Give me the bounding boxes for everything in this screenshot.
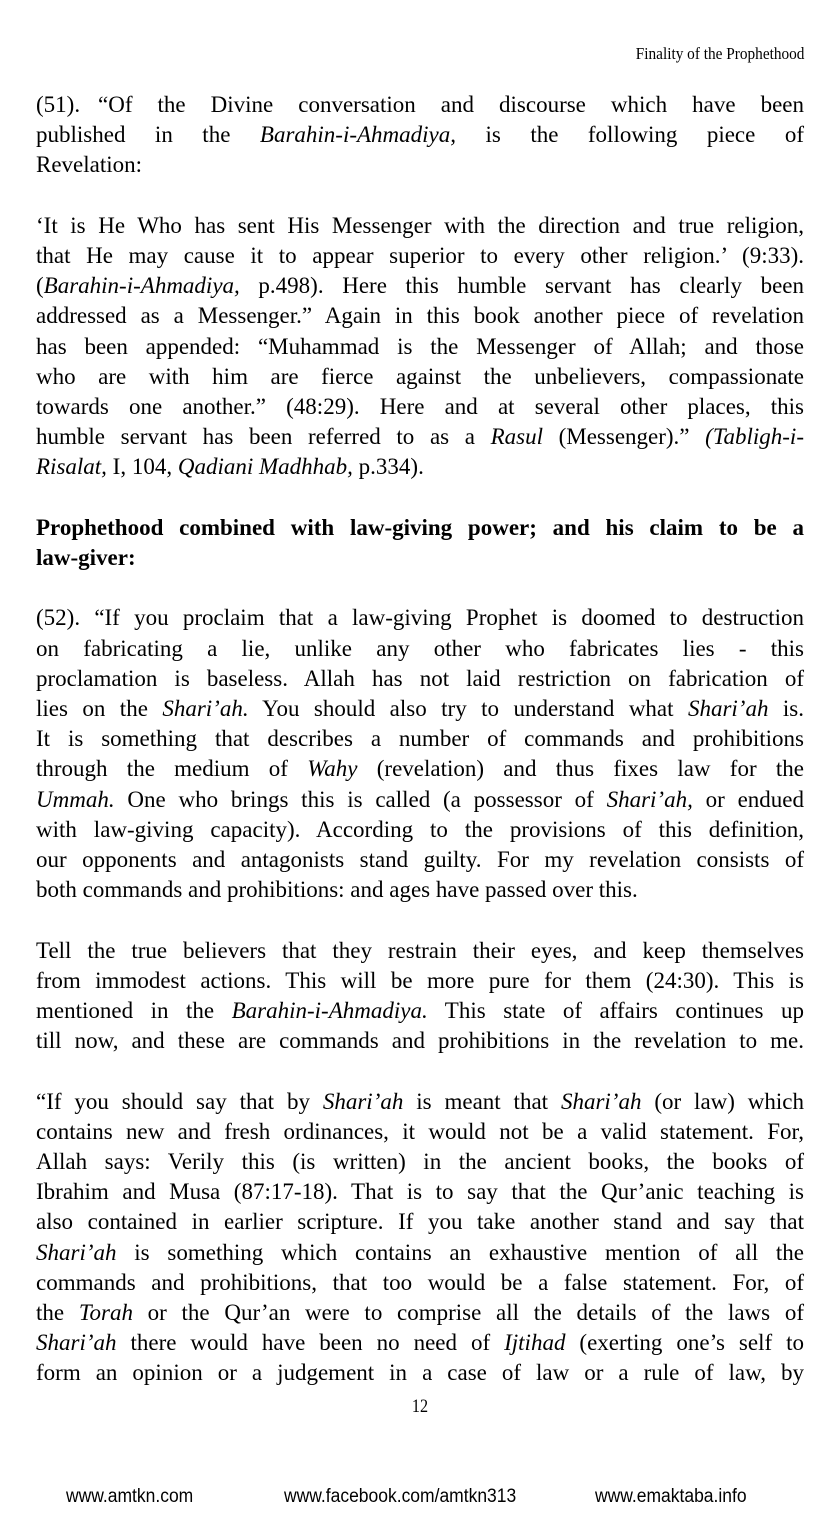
page-number: 12 — [411, 1396, 429, 1417]
text-run: It is something that describes a number of commands and prohibitions — [36, 726, 804, 752]
text-line — [36, 513, 804, 543]
text-run: lies on the — [36, 696, 163, 721]
text-run: ‘It is He Who has sent His Messenger with the direction and true religion, — [36, 212, 804, 238]
text-run: (exerting one’s self to — [565, 1330, 804, 1356]
text-run: the — [36, 1300, 79, 1325]
text-line — [36, 241, 804, 271]
text-run: with law-giving capacity). According to the provisions of this definition, — [36, 816, 804, 842]
text-run: or endued — [692, 786, 804, 812]
text-run: p.334). — [352, 454, 424, 480]
text-run: addressed as a Messenger.” Again in this book another piece of revelation — [36, 303, 804, 329]
text-run: that He may cause it to appear superior to every other religion.’ (9:33). — [36, 243, 804, 268]
text-line — [36, 996, 804, 1026]
text-line — [36, 543, 804, 573]
text-run: Revelation: — [36, 152, 143, 178]
italic-term: Wahy — [307, 756, 358, 782]
text-line — [36, 966, 804, 996]
italic-term: Shari’ah — [560, 1088, 642, 1114]
text-run: (52). “If you proclaim that a law-giving Prophet is doomed to destruction — [36, 605, 804, 631]
text-run: ( — [36, 273, 44, 299]
text-run: law-giver: — [36, 545, 136, 570]
text-line — [36, 1298, 804, 1328]
text-run: Allah says: Verily this (is written) in the ancient books, the books of — [36, 1149, 804, 1174]
text-line — [36, 392, 804, 422]
text-run: published in the — [36, 122, 260, 148]
text-run: is. — [768, 696, 804, 721]
text-run: I, 104, — [106, 454, 178, 480]
text-line — [36, 452, 804, 482]
text-run: humble servant has been referred to as a — [36, 424, 491, 450]
text-line — [36, 664, 804, 694]
text-line — [36, 332, 804, 362]
text-run: Prophethood combined with law-giving power; and his claim to be a — [36, 514, 804, 540]
italic-term: (Tabligh-i- — [705, 424, 804, 450]
text-line — [36, 875, 804, 905]
text-run: is meant that — [403, 1088, 561, 1114]
italic-term: Shari’ah — [36, 1330, 117, 1356]
text-run: form an opinion or a judgement in a case of law or a rule of law, by — [36, 1360, 804, 1386]
text-line — [36, 1026, 804, 1056]
italic-term: Barahin-i-Ahmadiya, — [43, 273, 240, 299]
text-line — [36, 603, 804, 633]
running-header-title: Finality of the Prophethood — [635, 44, 804, 63]
footer-link-emaktaba[interactable]: www.emaktaba.info — [595, 1486, 747, 1507]
text-run: also contained in earlier scripture. If you take another stand and say that — [36, 1209, 804, 1235]
text-line — [36, 724, 804, 754]
text-line — [36, 150, 804, 180]
italic-term: Shari’ah — [322, 1088, 404, 1114]
text-run: till now, and these are commands and prohibitions in the revelation to me. — [36, 1028, 804, 1054]
text-run: has been appended: “Muhammad is the Messenger of Allah; and those — [36, 333, 804, 359]
text-line — [36, 1177, 804, 1207]
text-line — [36, 271, 804, 301]
text-line — [36, 754, 804, 784]
text-run: is the following piece of — [456, 122, 804, 148]
italic-term: Shari’ah — [36, 1239, 117, 1265]
text-run: there would have been no need of — [116, 1330, 505, 1356]
text-line — [36, 211, 804, 241]
text-run: One who brings this is called (a possessor of — [114, 786, 607, 812]
text-line — [36, 1087, 804, 1117]
text-run: (Messenger).” — [542, 424, 706, 450]
italic-term: Shari’ah — [687, 696, 769, 721]
text-line — [36, 634, 804, 664]
footer-link-facebook[interactable]: www.facebook.com/amtkn313 — [284, 1486, 517, 1507]
italic-term: Barahin-i-Ahmadiya. — [231, 998, 428, 1023]
text-run: on fabricating a lie, unlike any other who fabricates lies - this — [36, 635, 804, 661]
text-line — [36, 815, 804, 845]
text-run: through the medium of — [36, 756, 308, 782]
text-run: p.498). Here this humble servant has clearly been — [239, 273, 804, 299]
text-run: is something which contains an exhaustive mention of all the — [116, 1239, 804, 1265]
text-run: (revelation) and thus fixes law for the — [357, 756, 804, 782]
text-run: You should also try to understand what — [248, 696, 688, 721]
italic-term: Barahin-i-Ahmadiya, — [259, 122, 456, 148]
text-line — [36, 694, 804, 724]
italic-term: Shari’ah. — [162, 696, 249, 721]
text-line — [36, 936, 804, 966]
text-line — [36, 785, 804, 815]
italic-term: Risalat, — [36, 454, 107, 480]
text-run: Ibrahim and Musa (87:17-18). That is to say that the Qur’anic teaching is — [36, 1179, 804, 1205]
text-line — [36, 1207, 804, 1237]
text-run: “Of the Divine conversation and discourse which have been — [98, 92, 804, 117]
text-run: “If you should say that by — [36, 1088, 323, 1114]
italic-term: Torah — [78, 1300, 133, 1325]
text-line — [36, 1238, 804, 1268]
text-run: both commands and prohibitions: and ages have passed over this. — [36, 877, 638, 903]
text-line — [36, 422, 804, 452]
text-run: mentioned in the — [36, 998, 232, 1023]
text-run: contains new and fresh ordinances, it would not be a valid statement. For, — [36, 1118, 804, 1144]
text-line — [36, 301, 804, 331]
text-run: commands and prohibitions, that too would be a false statement. For, of — [36, 1269, 804, 1295]
text-line — [36, 1147, 804, 1177]
text-run: This state of affairs continues up — [427, 998, 805, 1023]
text-line — [36, 1328, 804, 1358]
text-line — [36, 362, 804, 392]
italic-term: Qadiani Madhhab, — [177, 454, 353, 480]
text-line — [36, 90, 804, 120]
text-run: towards one another.” (48:29). Here and at several other places, this — [36, 394, 804, 419]
text-run: Tell the true believers that they restrain their eyes, and keep themselves — [36, 937, 804, 963]
text-run: proclamation is baseless. Allah has not laid restriction on fabrication of — [36, 665, 804, 691]
text-line — [36, 1268, 804, 1298]
text-run: or the Qur’an were to comprise all the details of the laws of — [132, 1300, 804, 1325]
footer-link-amtkn[interactable]: www.amtkn.com — [66, 1486, 194, 1507]
text-line — [36, 120, 804, 150]
text-line — [36, 845, 804, 875]
italic-term: Shari’ah, — [606, 786, 693, 812]
text-run: from immodest actions. This will be more pure for them (24:30). This is — [36, 967, 804, 993]
italic-term: Rasul — [490, 424, 543, 450]
text-line — [36, 1117, 804, 1147]
text-run: who are with him are fierce against the unbelievers, compassionate — [36, 363, 804, 389]
italic-term: Ijtihad — [504, 1330, 566, 1356]
text-run: our opponents and antagonists stand guilty. For my revelation consists of — [36, 847, 804, 872]
text-run: (or law) which — [641, 1088, 805, 1114]
text-line — [36, 1358, 804, 1388]
item-number: (51). — [36, 92, 81, 117]
italic-term: Ummah. — [36, 786, 115, 812]
